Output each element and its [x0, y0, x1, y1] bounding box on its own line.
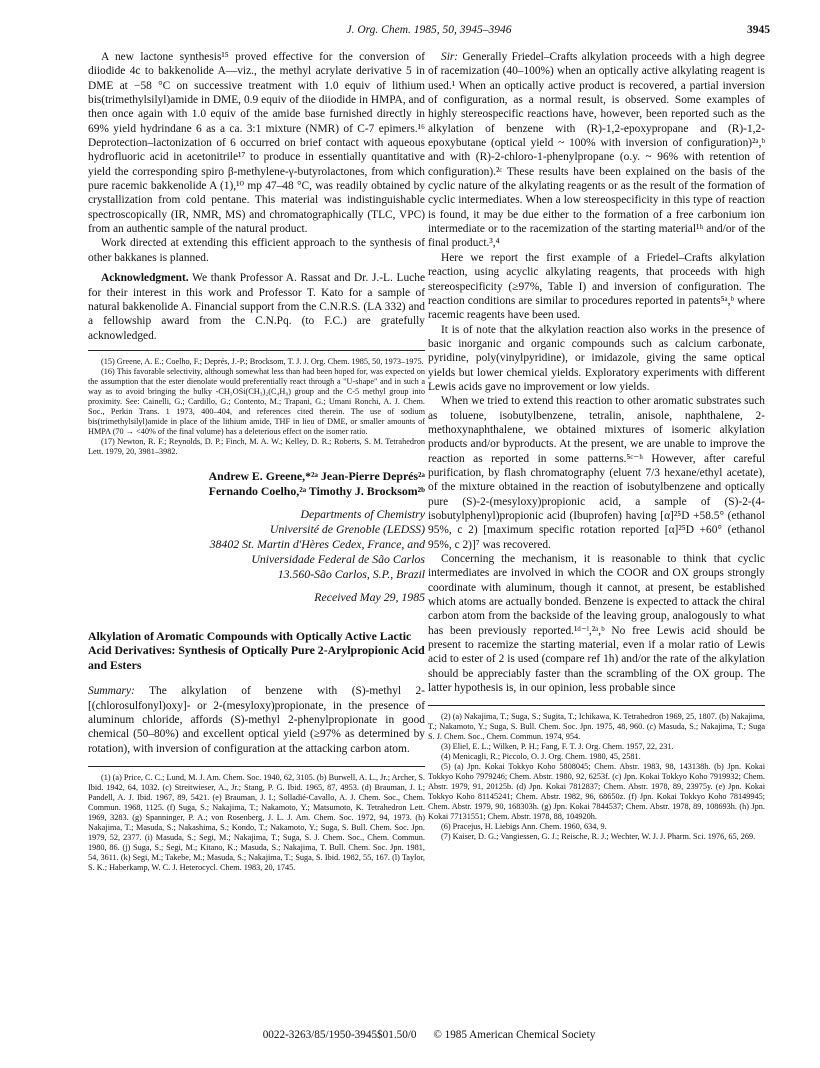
acknowledgment-text: We thank Professor A. Rassat and Dr. J.-L. Luche for their interest in this work and Professor T. Kato for a sample of natural bakkenolide A. Financial support from the C.N.R.S. (LA 332) and a fellowship award from the C.N.Pq. (to F.C.) are gratefully acknowledged. [88, 272, 425, 342]
summary [88, 684, 425, 756]
footnote-1: (1) (a) Price, C. C.; Lund, M. J. Am. Chem. Soc. 1940, 62, 3105. (b) Burwell, A. L., Jr.; Archer, S. Ibid. 1942, 64, 1032. (c) Streitwieser, A., Jr.; Stang, P. G. Ibid. 1965, 87, 4953. (d) Brauman, J. I.; Pandell, A. J. Ibid. 1967, 89, 5421. (e) Brauman, J. I.; Solladié-Cavallo, A. J. Chem. Soc., Chem. Commun. 1968, 1125. (f) Suga, S.; Nakajima, T.; Nakamoto, Y.; Matsumoto, K. Tetrahedron Lett. 1969, 3283. (g) Spanninger, P. A.; von Rosenberg, J. L. J. Am. Chem. Soc. 1972, 94, 1973. (h) Nakajima, T.; Masuda, S.; Nakashima, S.; Kondo, T.; Nakamoto, Y.; Suga, S. Bull. Chem. Soc. Jpn. 1979, 52, 2377. (i) Masuda, S.; Segi, M.; Nakajima, T.; Suga, S. J. Chem. Soc., Chem. Commun. 1980, 86. (j) Suga, S.; Segi, M.; Kitano, K.; Masuda, S.; Nakajima, T. Bull. Chem. Soc. Jpn. 1981, 54, 3611. (k) Segi, M.; Takebe, M.; Masuda, S.; Nakajima, T.; Suga, S. Ibid. 1982, 55, 167. (l) Taylor, S. K.; Haberkamp, W. C. J. Heterocycl. Chem. 1983, 20, 1745. [88, 773, 425, 873]
affiliation-line: 13.560-São Carlos, S.P., Brazil [277, 566, 425, 581]
intro-paragraph [428, 50, 765, 251]
article-title: Alkylation of Aromatic Compounds with Optically Active Lactic Acid Derivatives: Synthesis of Optically Pure 2-Arylpropionic Acid and Esters [88, 628, 425, 672]
footnote-3: (3) Eliel, E. L.; Wilken, P. H.; Fang, F. T. J. Org. Chem. 1957, 22, 231. [441, 742, 674, 752]
footnote-4: (4) Menicagli, R.; Piccolo, O. J. Org. Chem. 1980, 45, 2581. [441, 752, 641, 762]
received-date: Received May 29, 1985 [314, 589, 425, 604]
footnote-7: (7) Kaiser, D. G.; Vangiessen, G. J.; Reische, R. J.; Wechter, W. J. J. Pharm. Sci. 1976, 65, 269. [441, 832, 756, 842]
affiliation-line: Departments of Chemistry [300, 506, 425, 521]
affiliation-line: Universidade Federal de São Carlos [251, 551, 425, 566]
author-line: Fernando Coelho,²ᵃ Timothy J. Brocksom²ᵇ [208, 483, 425, 498]
footnote-divider [88, 766, 425, 767]
affiliation-line: 38402 St. Martin d'Hères Cedex, France, and [209, 536, 425, 551]
running-header [88, 24, 770, 40]
right-column [428, 50, 765, 842]
report-paragraph: Here we report the first example of a Friedel–Crafts alkylation reaction, using acyclic alkylating reagents, that proceeds with high stereospecificity (≥97%, Table I) and inversion of configuration. The reaction conditions are similar to procedures reported in patents⁵ᵃ,ᵇ where racemic reagents have been used. [428, 251, 765, 322]
summary-label: Summary: [88, 685, 135, 698]
footnote-6: (6) Pracejus, H. Liebigs Ann. Chem. 1960, 634, 9. [441, 822, 607, 832]
lactone-synthesis-paragraph: A new lactone synthesis¹⁵ proved effective for the conversion of diiodide 4c to bakkenolide A—viz., the methyl acrylate derivative 5 in DME at −58 °C on successive treatment with 1.0 equiv of lithium bis(trimethylsilyl)amide in DME, 0.9 equiv of the diiodide in HMPA, and then once again with 1.0 equiv of the amide base furnished directly in 69% yield hydrindane 6 as a ca. 3:1 mixture (NMR) of C-7 epimers.¹⁶ Deprotection–lactonization of 6 occurred on brief contact with aqueous hydrofluoric acid in acetonitrile¹⁷ to produce in essentially quantitative yield the corresponding spiro β-methylene-γ-butyrolactones, from which pure racemic bakkenolide A (1),¹⁰ mp 47–48 °C, was readily obtained by crystallization from cold pentane. This material was indistinguishable spectroscopically (IR, NMR, MS) and chromatographically (TLC, VPC) from an authentic sample of the natural product. [88, 51, 425, 236]
author-block [88, 469, 425, 499]
author-line: Andrew E. Greene,*²ᵃ Jean-Pierre Deprés²ᵃ [208, 468, 425, 483]
article-code: 0022-3263/85/1950-3945$01.50/0 [262, 1029, 417, 1041]
footnote-divider [428, 705, 765, 706]
page-number: 3945 [747, 24, 770, 36]
page-footer [88, 1029, 770, 1041]
copyright-notice: © 1985 American Chemical Society [433, 1029, 596, 1041]
affiliation-line: Université de Grenoble (LEDSS) [269, 521, 425, 536]
footnote-17: (17) Newton, R. F.; Reynolds, D. P.; Finch, M. A. W.; Kelley, D. R.; Roberts, S. M. Tetrahedron Lett. 1979, 20, 3981–3982. [88, 436, 425, 456]
substrates-paragraph: When we tried to extend this reaction to other aromatic substrates such as toluene, isobutylbenzene, tetralin, anisole, naphthalene, 2-methoxynaphthalene, we obtained mixtures of isomeric alkylation products and/or byproducts. At the present, we are unable to improve the reaction as reported in some patterns.⁵ᶜ⁻ʰ However, after careful purification, by flash chromatography (eluent 7/3 hexane/ethyl acetate), of the mixture obtained in the reaction of isobutylbenzene and optically pure (S)-2-(mesyloxy)propionic acid, a sample of (S)-2-(4-isobutylphenyl)propionic acid (Ibuprofen) having [α]²⁵D +58.5° (ethanol 95%, c 2) [maximum specific rotation reported [α]²⁵D +60° (ethanol 95%, c 2)]⁷ was recovered. [428, 395, 765, 551]
acknowledgment [88, 271, 425, 343]
footnote-15: (15) Greene, A. E.; Coelho, F.; Deprés, J.-P.; Brocksom, T. J. J. Org. Chem. 1985, 50, 1973–1975. [101, 356, 424, 366]
footnote-5: (5) (a) Jpn. Kokai Tokkyo Koho 5808045; Chem. Abstr. 1983, 98, 143138h. (b) Jpn. Kokai Tokkyo Koho 7979246; Chem. Abstr. 1980, 92, 6253f. (c) Jpn. Kokai Tokkyo Koho 7919932; Chem. Abstr. 1979, 91, 20125b. (d) Jpn. Kokai 7812837; Chem. Abstr. 1978, 89, 23975y. (e) Jpn. Kokai Tokkyo Koho 81145241; Chem. Abstr. 1982, 96, 68650z. (f) Jpn. Kokai Tokkyo Koho 78149945; Chem. Abstr. 1979, 90, 168303h. (g) Jpn. Kokai 7844537; Chem. Abstr. 1978, 89, 108693h. (h) Jpn. Kokai 77131551; Chem. Abstr. 1978, 88, 104920h. [428, 762, 765, 822]
acknowledgment-heading: Acknowledgment. [101, 272, 189, 285]
future-work-paragraph: Work directed at extending this efficient approach to the synthesis of other bakkanes is planned. [88, 237, 425, 264]
affiliation-block [88, 507, 425, 582]
intro-text: Generally Friedel–Crafts alkylation proceeds with a high degree of racemization (40–100%) when an optically active alkylating reagent is used.¹ When an optically active product is recovered, a partial inversion of configuration, as a normal result, is observed. Some examples of highly stereospecific reactions have, however, been reported such as the alkylation of benzene with (R)-1,2-epoxypropane and (R)-1,2-epoxybutane (optical yield ~ 100% with inversion of configuration)²ᵃ,ᵇ and with (R)-2-chloro-1-phenylpropane (o.y. ~ 96% with retention of configuration).²ᶜ These results have been explained on the basis of the cyclic nature of the alkylating reagents or as the result of the formation of cyclic intermediates. When a low stereospecificity in this type of reaction is found, it may be due either to the formation of a free carbonium ion intermediate or to the racemization of the starting material¹ʰ and/or of the final product.³,⁴ [428, 51, 765, 250]
mechanism-paragraph: Concerning the mechanism, it is reasonable to think that cyclic intermediates are involved in which the COOR and OX groups strongly coordinate with aluminum, though it cannot, at present, be established which atoms are actually bonded. Benzene is expected to attack the chiral carbon atom from the backside of the leaving group, analogously to what has been previously reported.¹ᵈ⁻ˡ,²ᵃ,ᵇ No free Lewis acid should be present to racemize the starting material, even if a molar ratio of Lewis acid to ester of 2 is used (compare ref 1h) and/or the rate of the alkylation should be appreciably faster than the scrambling of the OX group. The latter hypothesis is, in our opinion, less probable since [428, 553, 765, 695]
journal-citation: J. Org. Chem. 1985, 50, 3945–3946 [346, 24, 512, 36]
salutation: Sir: [441, 51, 459, 63]
basic-compounds-paragraph: It is of note that the alkylation reaction also works in the presence of basic inorganic and organic compounds such as calcium carbonate, pyridine, poly(vinylpyridine), or imidazole, giving the same optical yields but lower chemical yields. Exploratory experiments with different Lewis acids gave no improvement or low yields. [428, 323, 765, 393]
left-column [88, 50, 425, 873]
footnote-16: (16) This favorable selectivity, although somewhat less than had been hoped for, was expected on the assumption that the ester dienolate would preferentially react through a "U-shape" and in such a way as to avoid bringing the bulky -CH₂OSi(CH₃)₂(C₄H₉) group and the C-5 methyl group into proximity. See: Cainelli, G.; Cardillo, G.; Contento, M.; Trapani, G.; Umani Ronchi, A. J. Chem. Soc., Perkin Trans. 1 1973, 400–404, and references cited therein. The use of sodium bis(trimethylsilyl)amide in place of the lithium amide, THF in lieu of DME, or smaller amounts of HMPA (70 → <40% of the final volume) has a deleterious effect on the isomer ratio. [88, 366, 425, 436]
footnote-2: (2) (a) Nakajima, T.; Suga, S.; Sugita, T.; Ichikawa, K. Tetrahedron 1969, 25, 1807. (b) Nakajima, T.; Nakamoto, Y.; Suga, S. Bull. Chem. Soc. Jpn. 1975, 48, 960. (c) Masuda, S.; Nakajima, T.; Suga S. J. Chem. Soc., Chem. Commun. 1974, 954. [428, 712, 765, 742]
summary-text: The alkylation of benzene with (S)-methyl 2-[(chlorosulfonyl)oxy]- or 2-(mesyloxy)propionate, in the presence of aluminum chloride, affords (S)-methyl 2-phenylpropionate in good chemical (50–80%) and excellent optical yield (≥97% as determined by rotation), with inversion of configuration at the attacking carbon atom. [88, 685, 425, 755]
footnote-divider [88, 350, 425, 351]
